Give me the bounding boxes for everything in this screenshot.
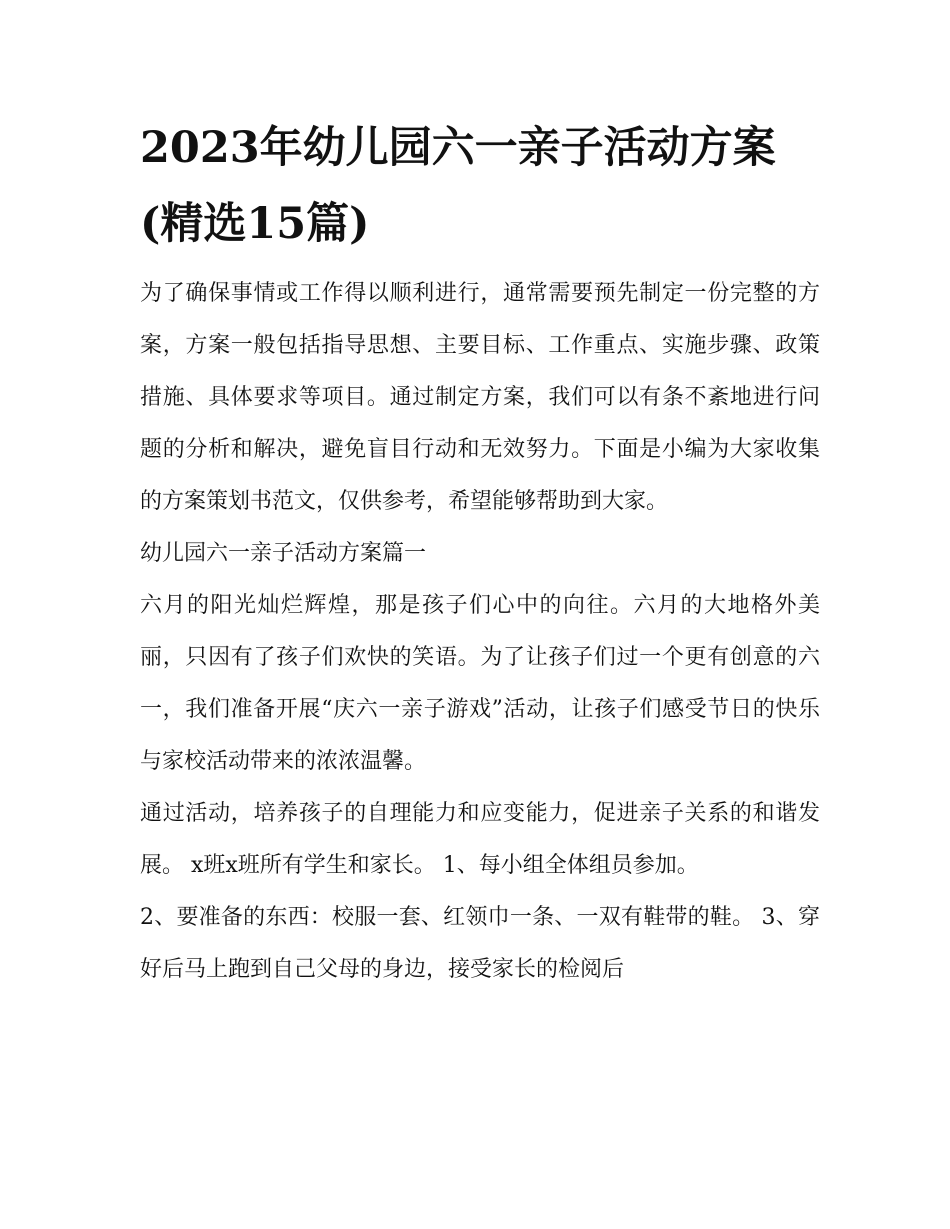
body-paragraph-1: 六月的阳光灿烂辉煌，那是孩子们心中的向往。六月的大地格外美丽，只因有了孩子们欢快的笑语。为了让孩子们过一个更有创意的六一，我们准备开展“庆六一亲子游戏”活动，让孩子们感受节日的快乐与家校活动带来的浓浓温馨。 bbox=[140, 593, 820, 774]
document-title: 2023年幼儿园六一亲子活动方案(精选15篇) bbox=[140, 123, 776, 249]
section-heading: 幼儿园六一亲子活动方案篇一 bbox=[140, 541, 427, 566]
body-paragraph-2: 通过活动，培养孩子的自理能力和应变能力，促进亲子关系的和谐发展。 x班x班所有学生和家长。 1、每小组全体组员参加。 bbox=[140, 801, 820, 878]
document-page bbox=[140, 110, 820, 996]
body-paragraph-3: 2、要准备的东西：校服一套、红领巾一条、一双有鞋带的鞋。 3、穿好后马上跑到自己父母的身边，接受家长的检阅后 bbox=[140, 905, 820, 982]
intro-paragraph: 为了确保事情或工作得以顺利进行，通常需要预先制定一份完整的方案，方案一般包括指导思想、主要目标、工作重点、实施步骤、政策措施、具体要求等项目。通过制定方案，我们可以有条不紊地进行问题的分析和解决，避免盲目行动和无效努力。下面是小编为大家收集的方案策划书范文，仅供参考，希望能够帮助到大家。 bbox=[140, 281, 820, 514]
